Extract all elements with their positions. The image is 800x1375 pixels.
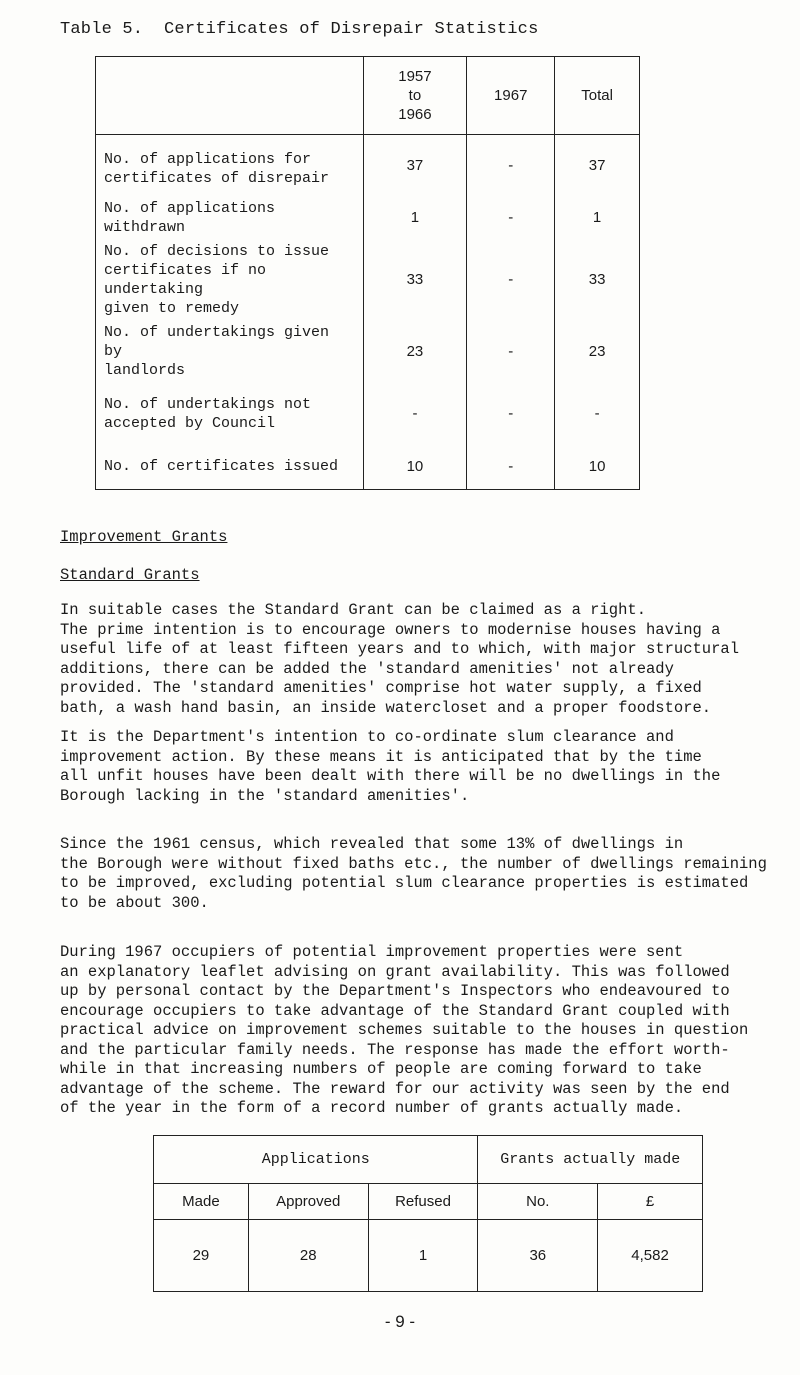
approved-value: 28 (248, 1220, 368, 1292)
section-heading: Improvement Grants (60, 528, 228, 546)
cell-total: 33 (555, 239, 640, 321)
page-title: Table 5. Certificates of Disrepair Statistics (60, 20, 539, 39)
made-value: 29 (154, 1220, 249, 1292)
cell-total: 1 (555, 197, 640, 239)
refused-value: 1 (368, 1220, 478, 1292)
cell-1957-1966: 10 (363, 445, 467, 490)
table-row (154, 1220, 703, 1292)
cell-1967: - (467, 445, 555, 490)
row-label: No. of undertakings not accepted by Council (96, 383, 364, 445)
row-label: No. of certificates issued (96, 445, 364, 490)
table-header-period: 1957 to 1966 (363, 57, 467, 135)
subsection-heading: Standard Grants (60, 566, 200, 584)
cell-1957-1966: 37 (363, 135, 467, 197)
number-header: No. (478, 1184, 598, 1220)
cell-1957-1966: 1 (363, 197, 467, 239)
pounds-header: £ (598, 1184, 703, 1220)
table-row (96, 383, 640, 445)
cell-1957-1966: - (363, 383, 467, 445)
cell-1967: - (467, 321, 555, 383)
refused-header: Refused (368, 1184, 478, 1220)
grants-made-header: Grants actually made (478, 1136, 703, 1184)
approved-header: Approved (248, 1184, 368, 1220)
table-header-1967: 1967 (467, 57, 555, 135)
number-value: 36 (478, 1220, 598, 1292)
cell-total: 37 (555, 135, 640, 197)
table-row (96, 239, 640, 321)
paragraph: Since the 1961 census, which revealed that some 13% of dwellings in the Borough were without fixed baths etc., the number of dwellings remaining to be improved, excluding potential slum clearance properties is estimated to be about 300. (60, 835, 767, 912)
pounds-value: 4,582 (598, 1220, 703, 1292)
table-row (96, 135, 640, 197)
cell-1967: - (467, 383, 555, 445)
paragraph: It is the Department's intention to co-ordinate slum clearance and improvement action. By these means it is anticipated that by the time all unfit houses have been dealt with there will be no dwellings in the Borough lacking in the 'standard amenities'. (60, 728, 721, 805)
cell-total: 23 (555, 321, 640, 383)
page-number: - 9 - (384, 1312, 416, 1331)
applications-header: Applications (154, 1136, 478, 1184)
cell-1967: - (467, 197, 555, 239)
table-header-total: Total (555, 57, 640, 135)
cell-1967: - (467, 239, 555, 321)
cell-total: - (555, 383, 640, 445)
table-header-blank (96, 57, 364, 135)
row-label: No. of applications withdrawn (96, 197, 364, 239)
table-row (96, 445, 640, 490)
improvement-grants-table (153, 1135, 703, 1292)
made-header: Made (154, 1184, 249, 1220)
table-row (96, 197, 640, 239)
disrepair-statistics-table (95, 56, 640, 490)
paragraph: In suitable cases the Standard Grant can be claimed as a right. The prime intention is to encourage owners to modernise houses having a useful life of at least fifteen years and to which, with major structural additions, there can be added the 'standard amenities' not already provided. The 'standard amenities' comprise hot water supply, a fixed bath, a wash hand basin, an inside watercloset and a proper foodstore. (60, 601, 740, 717)
row-label: No. of decisions to issue certificates if no undertaking given to remedy (96, 239, 364, 321)
cell-total: 10 (555, 445, 640, 490)
row-label: No. of applications for certificates of disrepair (96, 135, 364, 197)
cell-1967: - (467, 135, 555, 197)
paragraph: During 1967 occupiers of potential improvement properties were sent an explanatory leaflet advising on grant availability. This was followed up by personal contact by the Department's Inspectors who endeavoured to encourage occupiers to take advantage of the Standard Grant coupled with practical advice on improvement schemes suitable to the houses in question and the particular family needs. The response has made the effort worth- while in that increasing numbers of people are coming forward to take advantage of the scheme. The reward for our activity was seen by the end of the year in the form of a record number of grants actually made. (60, 943, 749, 1117)
cell-1957-1966: 33 (363, 239, 467, 321)
table-row (96, 321, 640, 383)
cell-1957-1966: 23 (363, 321, 467, 383)
row-label: No. of undertakings given by landlords (96, 321, 364, 383)
